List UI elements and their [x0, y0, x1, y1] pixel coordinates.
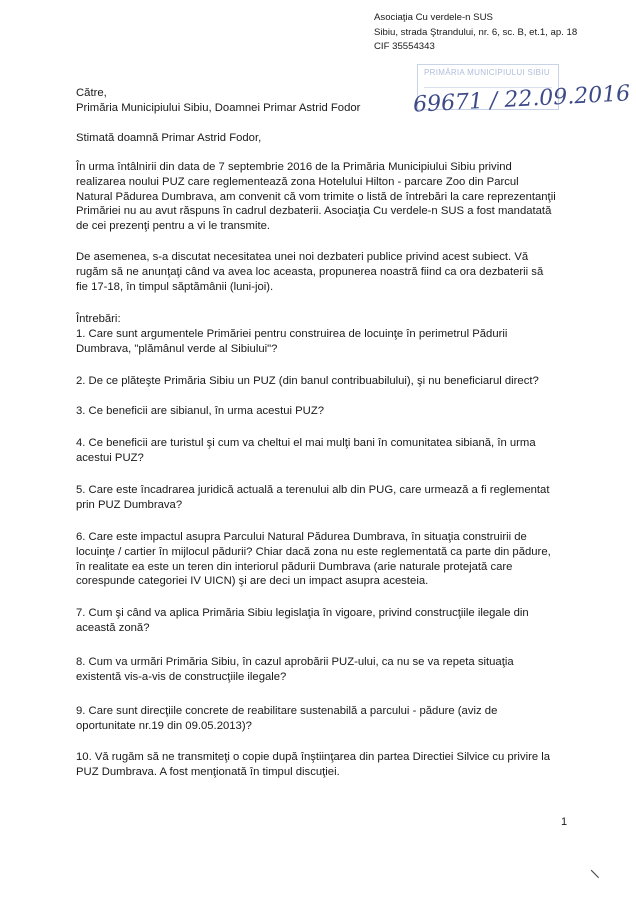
scan-mark: /	[587, 868, 603, 880]
salutation: Stimată doamnă Primar Astrid Fodor,	[76, 132, 262, 144]
page-number: 1	[561, 816, 568, 828]
paragraph-intro: În urma întâlnirii din data de 7 septembrie 2016 de la Primăria Municipiului Sibiu privind realizarea noului PUZ care reglementează zona Hotelului Hilton - parcare Zoo din Parcul Natural Pădurea Dumbrava, am convenit că vom trimite o listă de întrebări la care reprezentanţii Primăriei nu au avut răspuns în cadrul dezbaterii. Asociaţia Cu verdele-n SUS a fost mandatată de cei prezenţi pentru a vi le transmite.	[76, 161, 556, 233]
question-7: 7. Cum şi când va aplica Primăria Sibiu legislaţia în vigoare, privind construcţiile ilegale din această zonă?	[76, 607, 529, 634]
question-6: 6. Care este impactul asupra Parcului Natural Pădurea Dumbrava, în situaţia construirii de locuinţe / cartier în mijlocul pădurii? Chiar dacă zona nu este reglementată ca parte din pădure, în realitate ea este un teren din interiorul pădurii Dumbrava (arie naturale protejată care corespunde categoriei IV UICN) şi are deci un impact asupra acesteia.	[76, 531, 551, 588]
sender-name: Asociaţia Cu verdele-n SUS	[374, 12, 493, 23]
question-10: 10. Vă rugăm să ne transmiteţi o copie după înştiinţarea din partea Directiei Silvice cu privire la PUZ Dumbrava. A fost menţionată în timpul discuţiei.	[76, 751, 551, 778]
question-1: 1. Care sunt argumentele Primăriei pentru construirea de locuinţe în perimetrul Pădurii Dumbrava, "plămânul verde al Sibiului"?	[76, 328, 508, 355]
question-9: 9. Care sunt direcţiile concrete de reabilitare sustenabilă a parcului - pădure (aviz de oportunitate nr.19 din 09.05.2013)?	[76, 705, 498, 732]
question-5: 5. Care este încadrarea juridică actuală a terenului alb din PUG, care urmează a fi reglementat prin PUZ Dumbrava?	[76, 484, 550, 511]
sender-header	[374, 11, 577, 55]
questions-label: Întrebări:	[76, 313, 121, 325]
recipient-label: Către,	[76, 87, 107, 99]
registration-number: 69671 / 22.09.2016	[412, 81, 631, 118]
question-4: 4. Ce beneficii are turistul şi cum va cheltui el mai mulţi bani în comunitatea sibiană, în urma acestui PUZ?	[76, 437, 536, 464]
question-3: 3. Ce beneficii are sibianul, în urma acestui PUZ?	[76, 405, 325, 417]
recipient-name: Primăria Municipiului Sibiu, Doamnei Primar Astrid Fodor	[76, 102, 361, 114]
paragraph-debate: De asemenea, s-a discutat necesitatea unei noi dezbateri publice privind acest subiect. Vă rugăm să ne anunţaţi când va avea loc aceasta, propunerea noastră fiind ca ora dezbaterii să fie 17-18, în timpul săptămânii (luni-joi).	[76, 251, 544, 293]
question-2: 2. De ce plăteşte Primăria Sibiu un PUZ (din banul contribuabilului), şi nu beneficiarul direct?	[76, 375, 539, 387]
sender-address: Sibiu, strada Ştrandului, nr. 6, sc. B, et.1, ap. 18	[374, 26, 578, 38]
question-8: 8. Cum va urmări Primăria Sibiu, în cazul aprobării PUZ-ului, ca nu se va repeta situaţia existentă vis-a-vis de construcţiile ilegale?	[76, 656, 514, 683]
stamp-title: PRIMĂRIA MUNICIPIULUI SIBIU	[424, 68, 550, 77]
sender-cif: CIF 35554343	[374, 41, 435, 52]
